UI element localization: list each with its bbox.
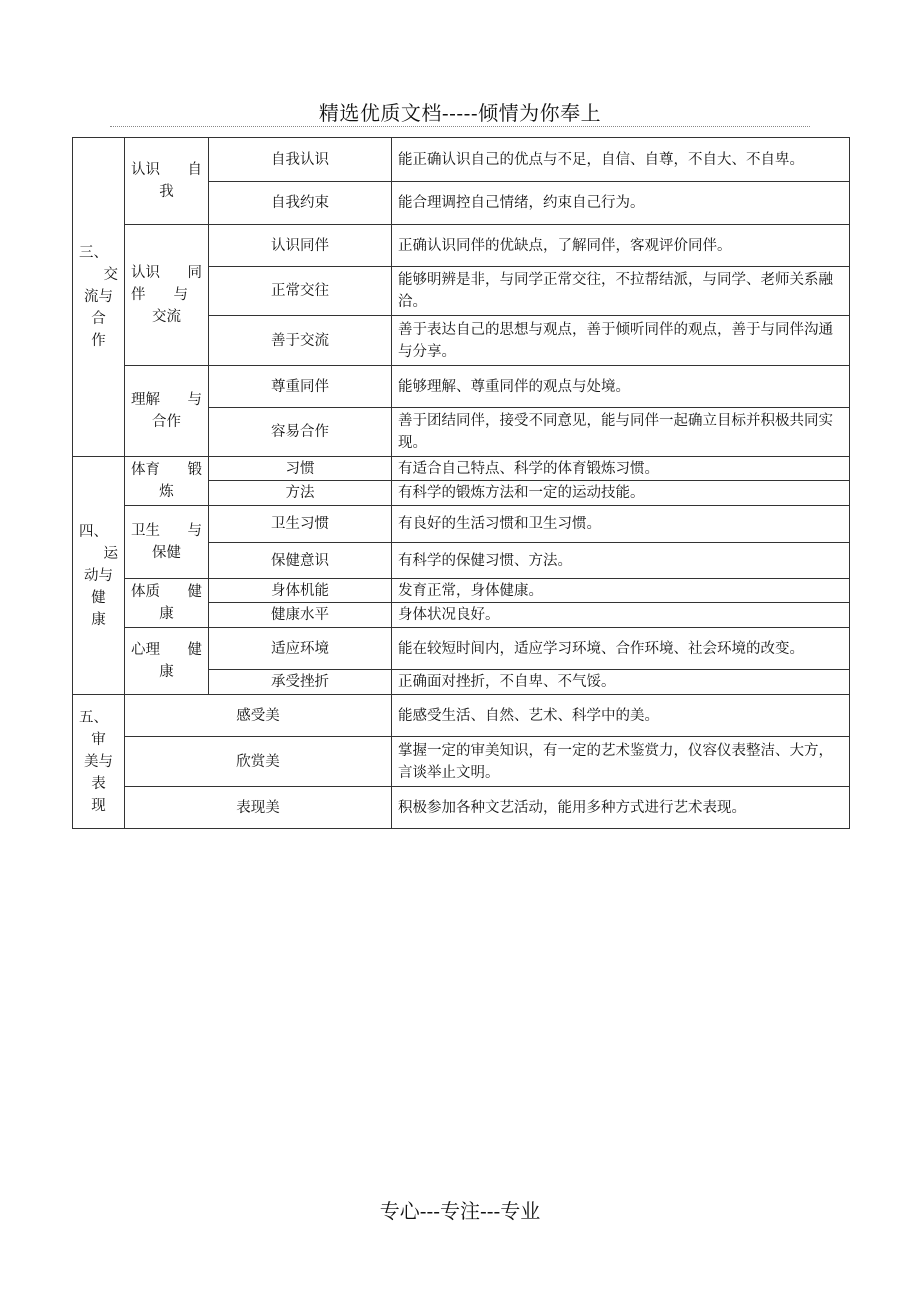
subcategory-label-part: 与 <box>173 287 188 303</box>
header-divider <box>110 126 810 127</box>
subcategory-label-part: 锻 <box>187 462 202 478</box>
item-cell: 卫生习惯 <box>209 506 392 543</box>
subcategory-label-part: 体质 <box>131 584 160 600</box>
subcategory-label-line <box>131 284 202 306</box>
item-cell-merged: 感受美 <box>125 695 392 737</box>
category-label-line: 五、 <box>79 709 108 726</box>
subcategory-label-line: 交流 <box>152 309 181 325</box>
category-label-line: 现 <box>91 797 106 814</box>
category-label-line: 表 <box>91 775 106 792</box>
item-cell-merged: 欣赏美 <box>125 737 392 787</box>
item-cell-merged: 表现美 <box>125 787 392 829</box>
description-cell: 有适合自己特点、科学的体育锻炼习惯。 <box>392 457 850 481</box>
description-cell: 能够明辨是非，与同学正常交往，不拉帮结派，与同学、老师关系融洽。 <box>392 267 850 316</box>
description-cell: 能合理调控自己情绪，约束自己行为。 <box>392 182 850 225</box>
subcategory-label-part: 认识 <box>131 162 160 178</box>
description-cell: 有良好的生活习惯和卫生习惯。 <box>392 506 850 543</box>
subcategory-label-part: 理解 <box>131 392 160 408</box>
category-label-line: 运 <box>103 545 118 562</box>
page-header-title: 精选优质文档-----倾情为你奉上 <box>318 101 602 125</box>
category-label-line: 动与 <box>84 567 113 584</box>
item-cell: 尊重同伴 <box>209 366 392 408</box>
subcategory-label-part: 同 <box>187 265 202 281</box>
evaluation-table <box>72 137 850 829</box>
description-cell: 有科学的保健习惯、方法。 <box>392 543 850 579</box>
item-cell: 善于交流 <box>209 316 392 366</box>
subcategory-label-line <box>131 159 202 181</box>
subcategory-label-part: 健 <box>187 584 202 600</box>
subcategory-label-line <box>131 639 202 661</box>
subcategory-label-part: 体育 <box>131 462 160 478</box>
item-cell: 正常交往 <box>209 267 392 316</box>
category-label-line: 健 <box>91 589 106 606</box>
description-cell: 正确面对挫折，不自卑、不气馁。 <box>392 670 850 695</box>
subcategory-label-line <box>131 389 202 411</box>
item-cell: 承受挫折 <box>209 670 392 695</box>
description-cell: 有科学的锻炼方法和一定的运动技能。 <box>392 481 850 506</box>
subcategory-label-part: 与 <box>187 523 202 539</box>
item-cell: 方法 <box>209 481 392 506</box>
subcategory-label-line <box>131 581 202 603</box>
category-label-line: 三、 <box>79 245 108 261</box>
subcategory-cell-mental-health <box>125 628 209 695</box>
description-cell: 发育正常，身体健康。 <box>392 579 850 603</box>
description-cell: 正确认识同伴的优缺点，了解同伴，客观评价同伴。 <box>392 225 850 267</box>
category-label-line: 合 <box>91 311 106 327</box>
subcategory-cell-physical-fitness <box>125 579 209 628</box>
category-label-line: 审 <box>91 731 106 748</box>
subcategory-label-line <box>131 459 202 481</box>
description-cell: 善于团结同伴，接受不同意见，能与同伴一起确立目标并积极共同实现。 <box>392 408 850 457</box>
item-cell: 保健意识 <box>209 543 392 579</box>
item-cell: 自我认识 <box>209 138 392 182</box>
item-cell: 身体机能 <box>209 579 392 603</box>
category-label-line: 作 <box>91 333 106 349</box>
subcategory-label-part: 认识 <box>131 265 160 281</box>
subcategory-label-line <box>131 262 202 284</box>
item-cell: 适应环境 <box>209 628 392 670</box>
subcategory-label-part: 健 <box>187 642 202 658</box>
item-cell: 习惯 <box>209 457 392 481</box>
description-cell: 善于表达自己的思想与观点，善于倾听同伴的观点，善于与同伴沟通与分享。 <box>392 316 850 366</box>
category-cell-sports-health <box>73 457 125 695</box>
subcategory-cell-peer-awareness <box>125 225 209 366</box>
category-cell-aesthetics <box>73 695 125 829</box>
subcategory-label-part: 卫生 <box>131 523 160 539</box>
subcategory-label-line: 康 <box>159 606 174 622</box>
description-cell: 能够理解、尊重同伴的观点与处境。 <box>392 366 850 408</box>
category-label-line: 四、 <box>79 523 108 540</box>
subcategory-label-line: 炼 <box>159 484 174 500</box>
subcategory-label-line: 我 <box>159 184 174 200</box>
subcategory-cell-understanding-cooperation <box>125 366 209 457</box>
category-label-line: 交 <box>103 267 118 283</box>
subcategory-label-line <box>131 520 202 542</box>
subcategory-label-part: 与 <box>187 392 202 408</box>
description-cell: 积极参加各种文艺活动，能用多种方式进行艺术表现。 <box>392 787 850 829</box>
item-cell: 认识同伴 <box>209 225 392 267</box>
description-cell: 掌握一定的审美知识，有一定的艺术鉴赏力，仪容仪表整洁、大方，言谈举止文明。 <box>392 737 850 787</box>
subcategory-cell-physical-exercise <box>125 457 209 506</box>
subcategory-label-line: 康 <box>159 664 174 680</box>
category-label-line: 美与 <box>84 753 113 770</box>
subcategory-cell-hygiene-care <box>125 506 209 579</box>
subcategory-label-line: 合作 <box>152 414 181 430</box>
item-cell: 容易合作 <box>209 408 392 457</box>
description-cell: 能正确认识自己的优点与不足，自信、自尊，不自大、不自卑。 <box>392 138 850 182</box>
item-cell: 自我约束 <box>209 182 392 225</box>
category-label-line: 流与 <box>84 289 113 305</box>
description-cell: 能感受生活、自然、艺术、科学中的美。 <box>392 695 850 737</box>
subcategory-label-part: 心理 <box>131 642 160 658</box>
description-cell: 能在较短时间内，适应学习环境、合作环境、社会环境的改变。 <box>392 628 850 670</box>
description-cell: 身体状况良好。 <box>392 603 850 628</box>
item-cell: 健康水平 <box>209 603 392 628</box>
subcategory-label-line: 保健 <box>152 545 181 561</box>
subcategory-label-part: 自 <box>187 162 202 178</box>
category-label-line: 康 <box>91 611 106 628</box>
subcategory-cell-self-awareness <box>125 138 209 225</box>
category-cell-communication <box>73 138 125 457</box>
page-footer-text: 专心---专注---专业 <box>379 1199 541 1223</box>
subcategory-label-part: 伴 <box>131 287 146 303</box>
